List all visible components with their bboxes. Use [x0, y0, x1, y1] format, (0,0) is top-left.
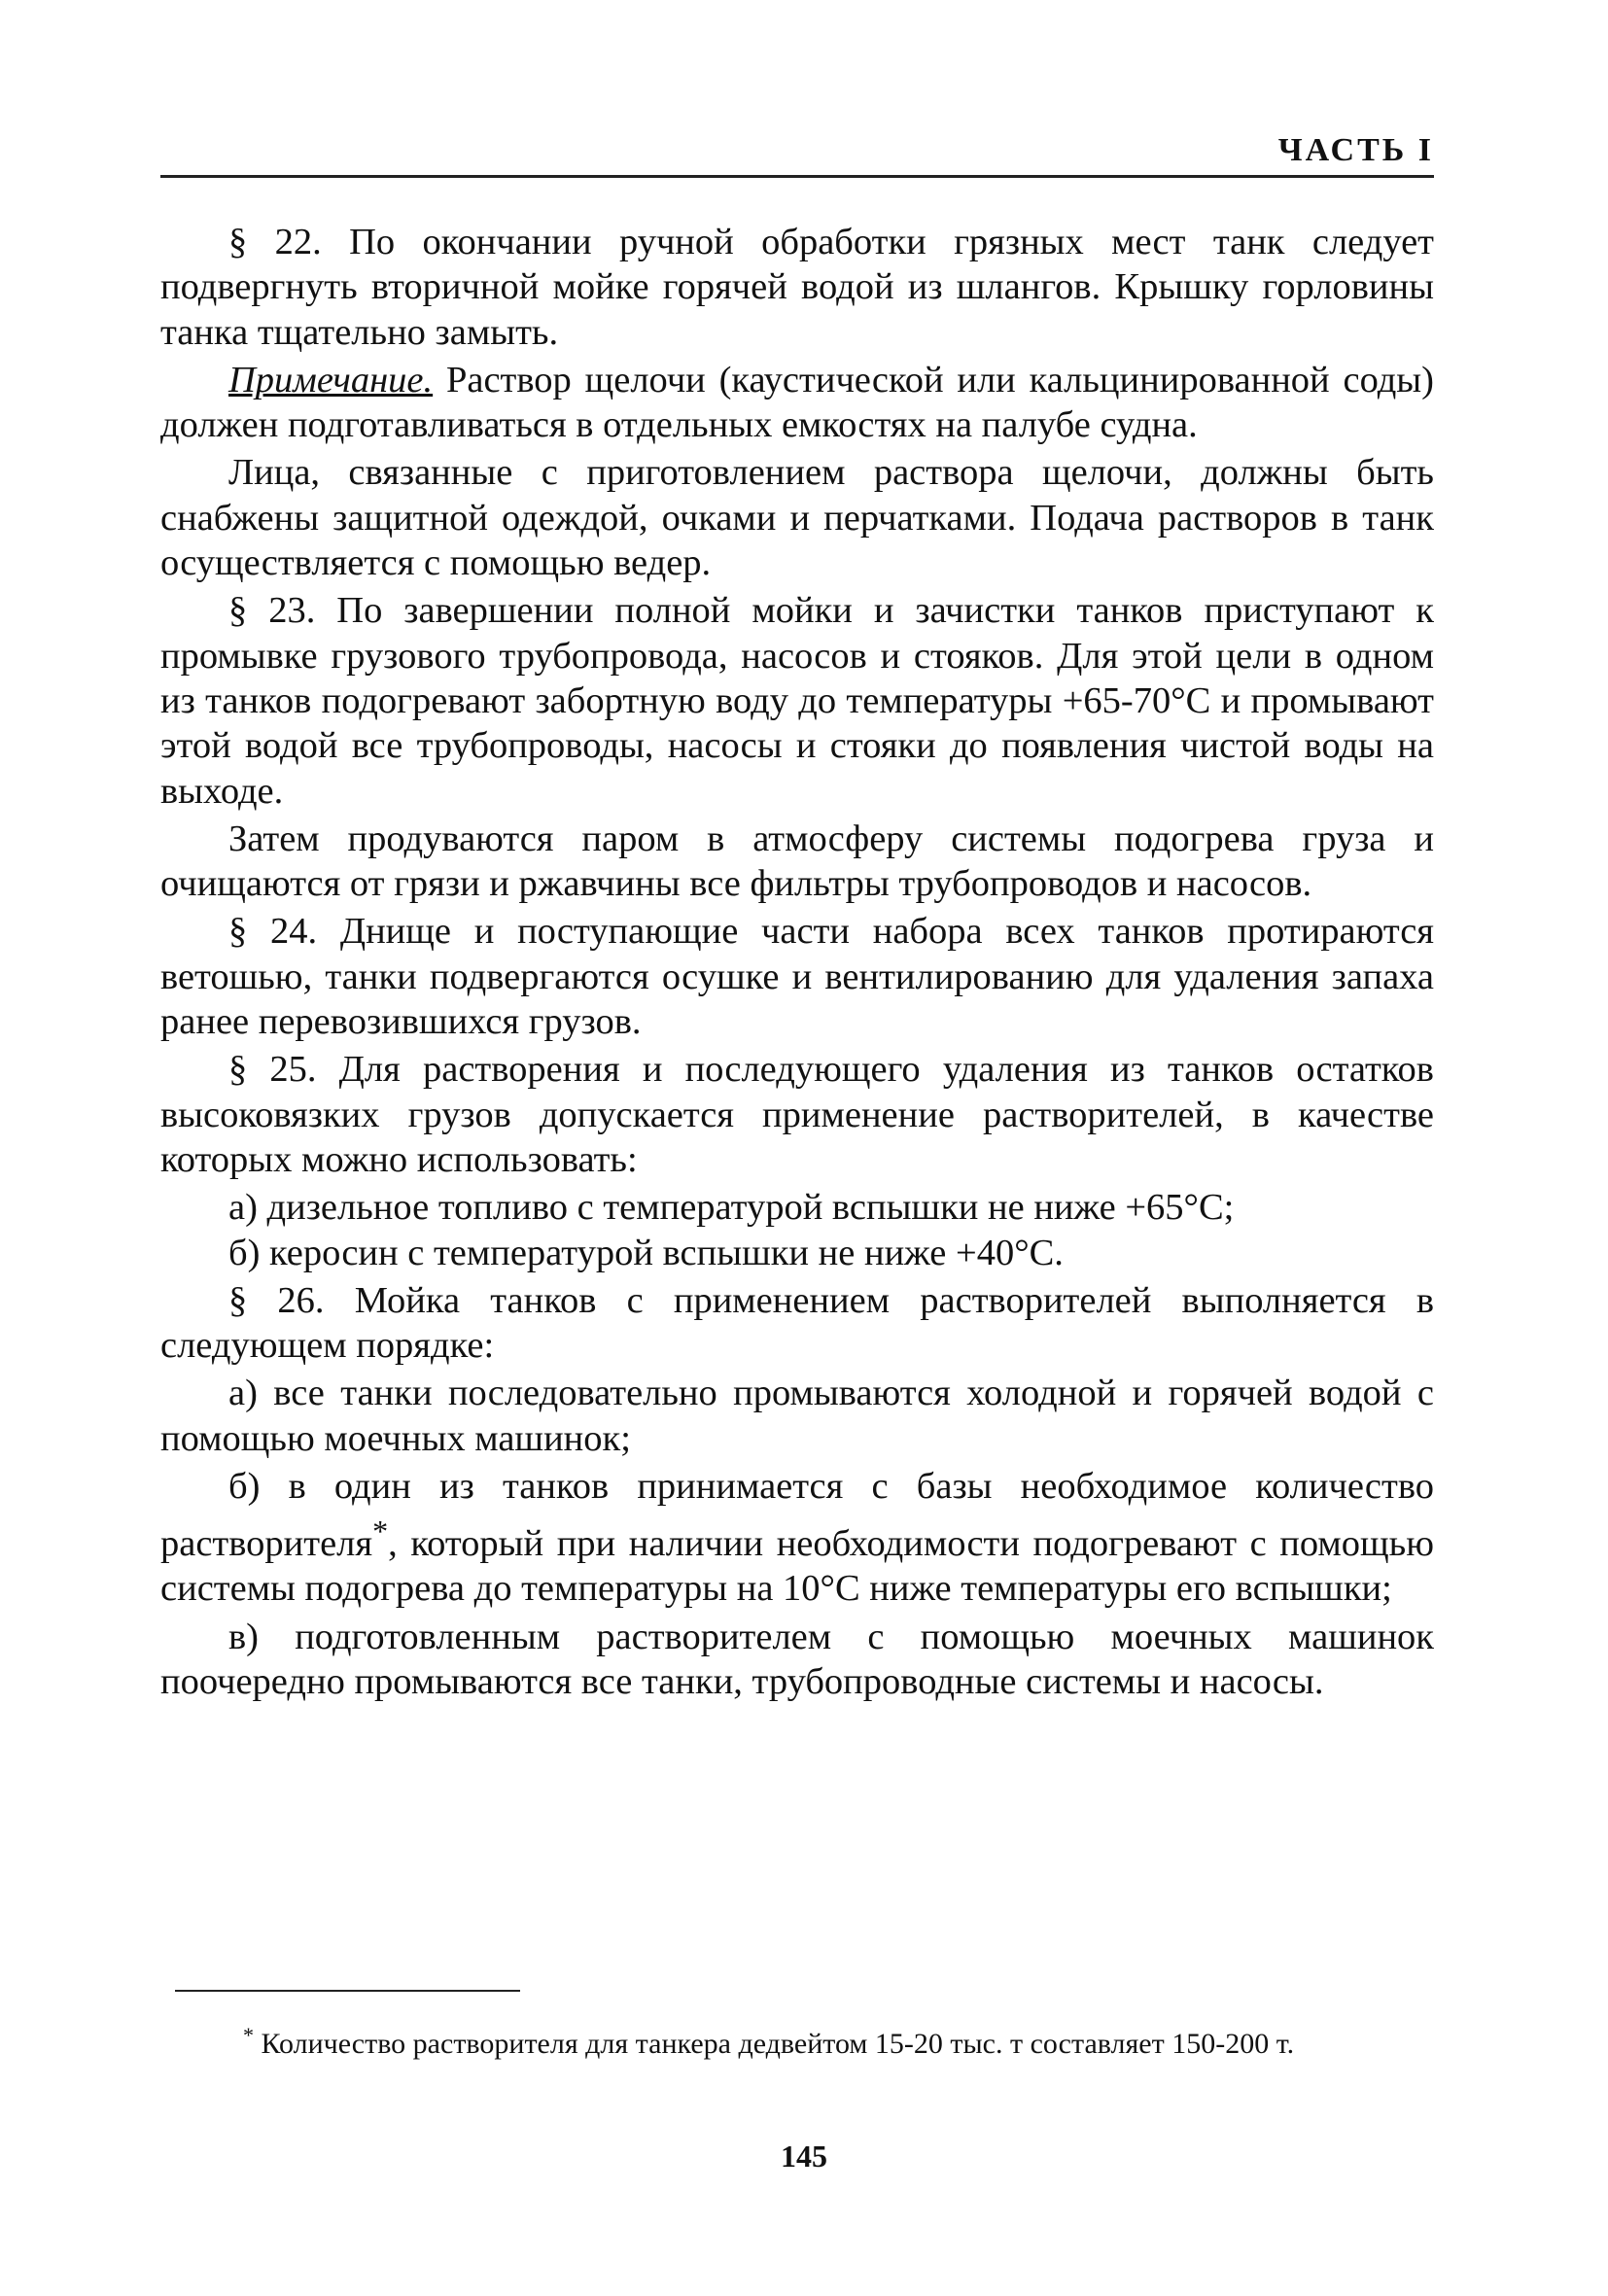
list-item-26b-text: б) в один из танков принимается с базы необходимое количество растворителя	[160, 1466, 1434, 1565]
list-item-26b	[160, 1464, 1434, 1612]
paragraph-22: § 22. По окончании ручной обработки грязных мест танк следует подвергнуть вторичной мойке горячей водой из шлангов. Крышку горловины танка тщательно замыть.	[160, 222, 1434, 353]
running-header	[160, 124, 1434, 178]
list-item-26c: в) подготовленным растворителем с помощью моечных машинок поочередно промываются все танки, трубопроводные системы и насосы.	[160, 1616, 1434, 1703]
footnote-text: Количество растворителя для танкера дедвейтом 15-20 тыс. т составляет 150-200 т.	[254, 2028, 1295, 2060]
footnote-mark: *	[243, 2023, 254, 2047]
note-text: Раствор щелочи (каустической или кальцинированной соды) должен подготавливаться в отдельных емкостях на палубе судна.	[160, 359, 1434, 446]
note-label: Примечание.	[228, 359, 434, 400]
list-item-26a: а) все танки последовательно промываются холодной и горячей водой с помощью моечных машинок;	[160, 1373, 1434, 1459]
list-item-25a: а) дизельное топливо с температурой вспышки не ниже +65°С;	[228, 1187, 1235, 1229]
paragraph-24: § 24. Днище и поступающие части набора всех танков протираются ветошью, танки подвергаются осушке и вентилированию для удаления запаха ранее перевозившихся грузов.	[160, 911, 1434, 1043]
body-text	[160, 220, 1434, 1707]
footnote-reference: *	[372, 1513, 389, 1549]
list-item-26b-text-continued: , который при наличии необходимости подогревают с помощью системы подогрева до температуры на 10°С ниже температуры его вспышки;	[160, 1523, 1434, 1610]
footnote	[175, 2017, 1434, 2062]
paragraph-persons: Лица, связанные с приготовлением раствора щелочи, должны быть снабжены защитной одеждой, очками и перчатками. Подача растворов в танк осуществляется с помощью ведер.	[160, 452, 1434, 584]
note-paragraph	[160, 358, 1434, 448]
paragraph-23: § 23. По завершении полной мойки и зачистки танков приступают к промывке грузового трубопровода, насосов и стояков. Для этой цели в одном из танков подогревают забортную воду до температуры +65-70°С и промывают этой водой все трубопроводы, насосы и стояки до появления чистой воды на выходе.	[160, 590, 1434, 812]
paragraph-26: § 26. Мойка танков с применением растворителей выполняется в следующем порядке:	[160, 1279, 1434, 1367]
page-number: 145	[781, 2139, 827, 2174]
footnote-divider	[175, 1990, 520, 1992]
paragraph-25: § 25. Для растворения и последующего удаления из танков остатков высоковязких грузов допускается применение растворителей, в качестве которых можно использовать:	[160, 1049, 1434, 1180]
paragraph-23-continued: Затем продуваются паром в атмосферу системы подогрева груза и очищаются от грязи и ржавчины все фильтры трубопроводов и насосов.	[160, 818, 1434, 905]
list-item-25b: б) керосин с температурой вспышки не ниже +40°С.	[228, 1232, 1064, 1273]
running-title: ЧАСТЬ I	[1277, 132, 1434, 168]
